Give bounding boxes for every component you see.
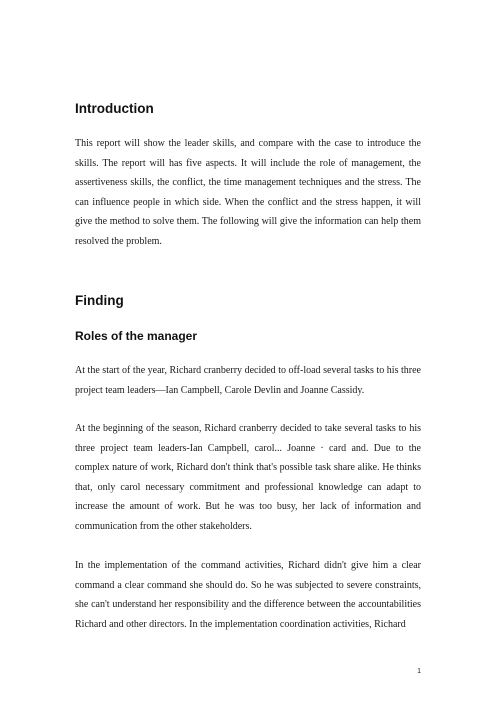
roles-paragraph-2: At the beginning of the season, Richard cranberry decided to take several tasks to his three project team leaders-Ian Campbell, carol... Joanne · card and. Due to the complex nature of work, Richard don't think that's possible task share alike. He thinks that, only carol necessary commitment and professional knowledge can adapt to increase the amount of work. But he was too busy, her lack of information and communication from the other stakeholders. bbox=[75, 423, 421, 532]
section-heading-finding: Finding bbox=[75, 293, 124, 308]
subheading-roles-of-the-manager: Roles of the manager bbox=[75, 329, 198, 343]
introduction-paragraph: This report will show the leader skills, and compare with the case to introduce the skills. The report will has five aspects. It will include the role of management, the assertiveness skills, the conflict, the time management techniques and the stress. The can influence people in which side. When the conflict and the stress happen, it will give the method to solve them. The following will give the information can help them resolved the problem. bbox=[75, 138, 421, 247]
roles-paragraph-1: At the start of the year, Richard cranberry decided to off-load several tasks to his three project team leaders—Ian Campbell, Carole Devlin and Joanne Cassidy. bbox=[75, 365, 421, 396]
roles-paragraph-3: In the implementation of the command activities, Richard didn't give him a clear command a clear command she should do. So he was subjected to severe constraints, she can't understand her responsibility and the difference between the accountabilities Richard and other directors. In the implementation coordination activities, Richard bbox=[75, 560, 421, 630]
section-heading-introduction: Introduction bbox=[75, 101, 154, 116]
page-number: 1 bbox=[417, 668, 421, 675]
